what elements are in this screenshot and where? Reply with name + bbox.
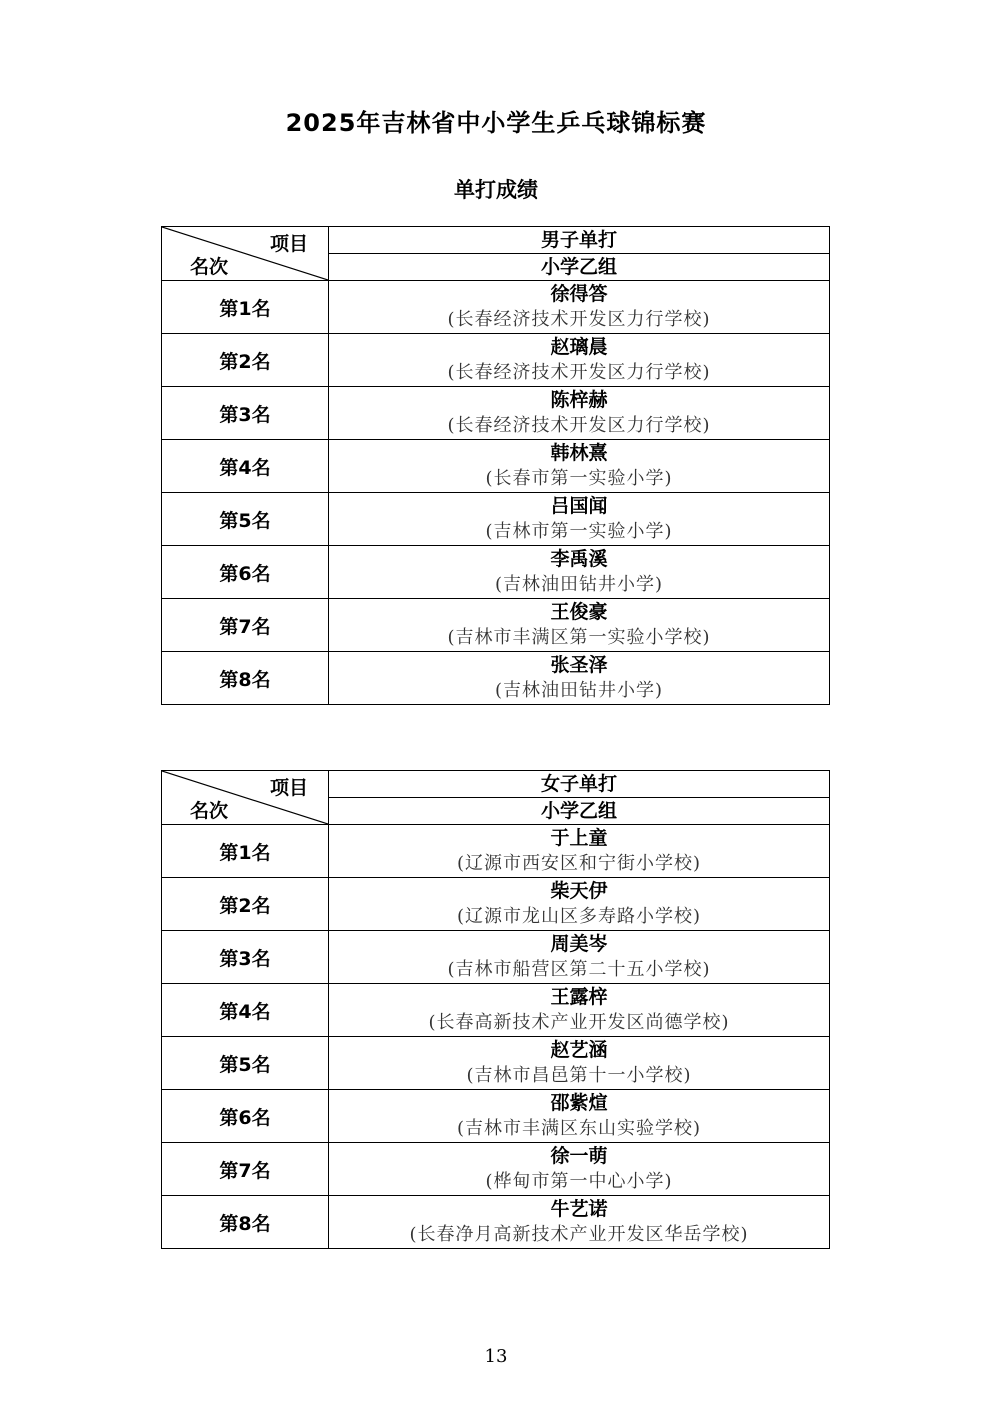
player-cell [329,546,830,599]
table-row [162,1090,830,1143]
rank-cell: 第5名 [162,1037,329,1090]
player-cell [329,878,830,931]
table-row [162,984,830,1037]
womens-singles-table [161,770,830,1249]
player-name: 邵紫煊 [550,1092,608,1114]
player-cell [329,599,830,652]
group-header: 小学乙组 [329,798,830,825]
player-name: 周美岑 [550,933,608,955]
table-row [162,878,830,931]
group-header: 小学乙组 [329,254,830,281]
player-school: (长春经济技术开发区力行学校) [447,362,711,383]
player-name: 张圣泽 [550,654,608,676]
player-school: (吉林油田钻井小学) [494,680,664,701]
corner-label-rank: 名次 [190,256,229,278]
player-cell [329,1196,830,1249]
rank-cell: 第6名 [162,1090,329,1143]
player-school: (桦甸市第一中心小学) [485,1171,673,1192]
player-cell [329,652,830,705]
rank-cell: 第4名 [162,440,329,493]
player-school: (辽源市西安区和宁街小学校) [456,853,702,874]
player-cell [329,984,830,1037]
player-name: 牛艺诺 [550,1198,608,1220]
rank-cell: 第5名 [162,493,329,546]
table-row [162,825,830,878]
table-row [162,652,830,705]
player-cell [329,1037,830,1090]
table-row [162,334,830,387]
table-row [162,546,830,599]
rank-cell: 第7名 [162,599,329,652]
rank-cell: 第1名 [162,281,329,334]
table-row [162,1196,830,1249]
rank-cell: 第3名 [162,931,329,984]
player-school: (吉林市丰满区东山实验学校) [456,1118,702,1139]
player-name: 于上童 [550,827,608,849]
player-name: 吕国闻 [550,495,608,517]
player-school: (长春经济技术开发区力行学校) [447,309,711,330]
rank-cell: 第3名 [162,387,329,440]
table-row [162,1037,830,1090]
table-row [162,493,830,546]
rank-cell: 第7名 [162,1143,329,1196]
event-header: 男子单打 [329,227,830,254]
player-cell [329,1090,830,1143]
player-name: 王俊豪 [550,601,608,623]
table-row [162,387,830,440]
corner-header-cell [162,227,329,281]
player-name: 赵璃晨 [550,336,608,358]
corner-label-event: 项目 [269,777,308,799]
player-name: 李禹溪 [550,548,608,570]
player-cell [329,493,830,546]
player-name: 王露梓 [550,986,608,1008]
table-row [162,931,830,984]
player-school: (长春高新技术产业开发区尚德学校) [428,1012,730,1033]
rank-cell: 第8名 [162,652,329,705]
section-title: 单打成绩 [454,178,538,202]
page-number: 13 [484,1346,508,1367]
rank-cell: 第8名 [162,1196,329,1249]
player-cell [329,334,830,387]
page-title: 2025年吉林省中小学生乒乓球锦标赛 [285,109,707,137]
player-school: (吉林市第一实验小学) [485,521,673,542]
mens-singles-table [161,226,830,705]
player-school: (长春市第一实验小学) [485,468,673,489]
player-cell [329,825,830,878]
player-school: (吉林市昌邑第十一小学校) [466,1065,692,1086]
player-name: 徐得答 [550,283,608,305]
player-cell [329,440,830,493]
rank-cell: 第2名 [162,334,329,387]
player-school: (长春净月高新技术产业开发区华岳学校) [409,1224,749,1245]
player-school: (吉林市船营区第二十五小学校) [447,959,711,980]
player-name: 赵艺涵 [550,1039,608,1061]
event-header: 女子单打 [329,771,830,798]
player-name: 陈梓赫 [550,389,608,411]
player-name: 韩林熹 [550,442,608,464]
player-school: (长春经济技术开发区力行学校) [447,415,711,436]
table-row [162,440,830,493]
player-cell [329,281,830,334]
rank-cell: 第2名 [162,878,329,931]
player-school: (辽源市龙山区多寿路小学校) [456,906,702,927]
table-row [162,599,830,652]
rank-cell: 第4名 [162,984,329,1037]
rank-cell: 第1名 [162,825,329,878]
player-cell [329,931,830,984]
player-school: (吉林市丰满区第一实验小学校) [447,627,711,648]
rank-cell: 第6名 [162,546,329,599]
player-cell [329,387,830,440]
corner-header-cell [162,771,329,825]
table-row [162,281,830,334]
player-name: 柴天伊 [550,880,608,902]
corner-label-rank: 名次 [190,800,229,822]
player-cell [329,1143,830,1196]
player-name: 徐一萌 [550,1145,608,1167]
corner-label-event: 项目 [269,233,308,255]
table-row [162,1143,830,1196]
player-school: (吉林油田钻井小学) [494,574,664,595]
